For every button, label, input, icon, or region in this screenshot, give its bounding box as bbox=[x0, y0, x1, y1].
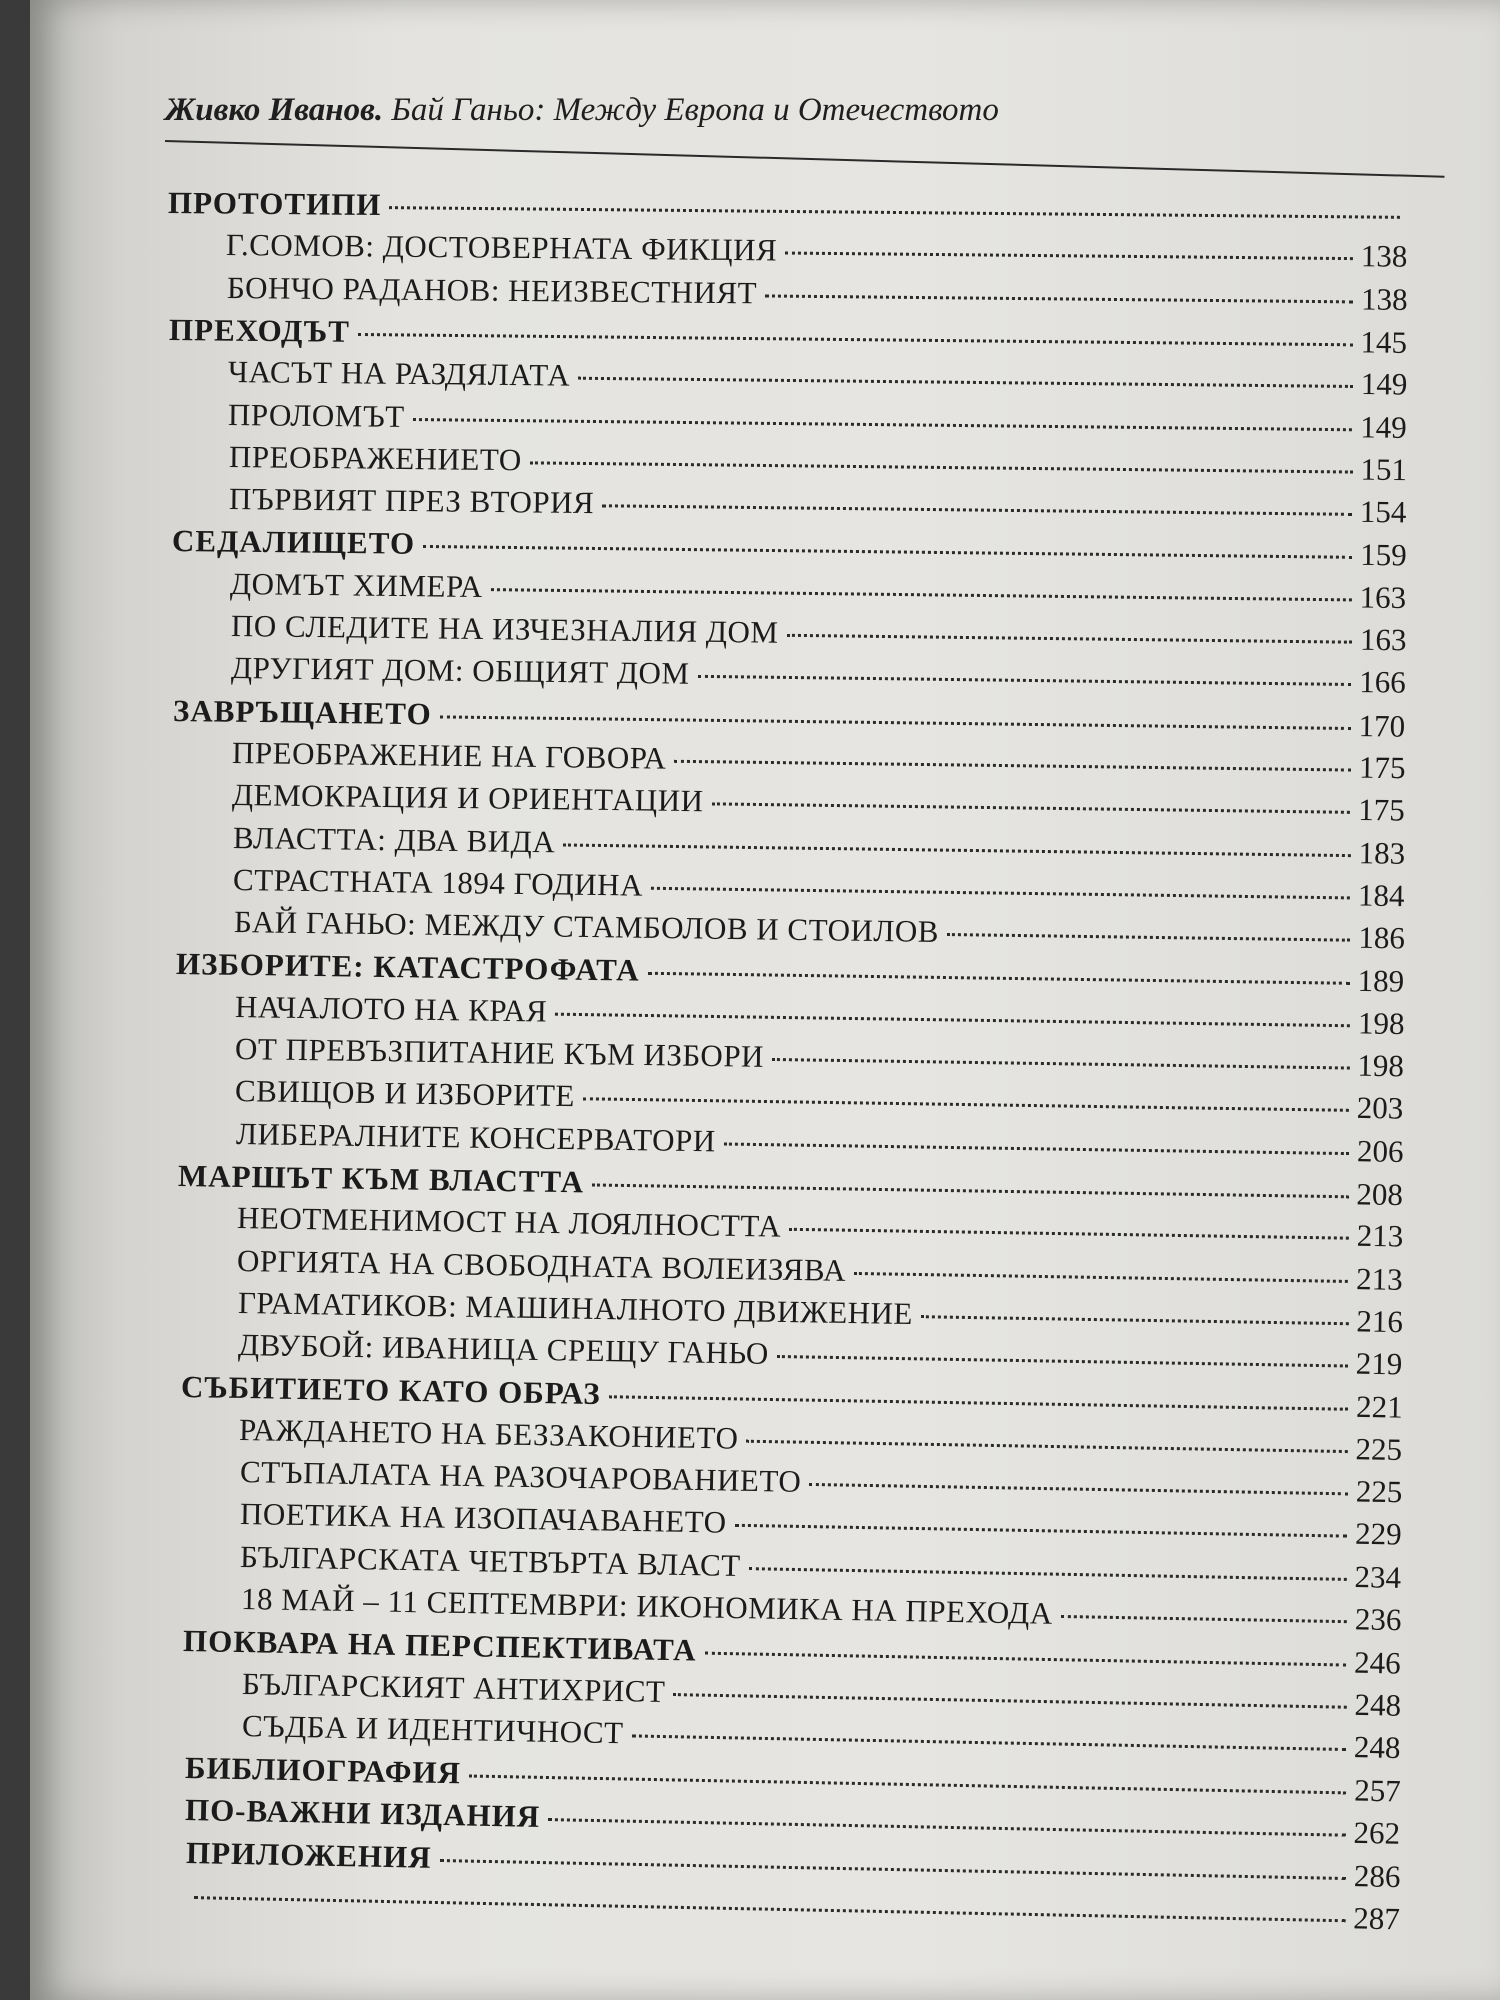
dot-leader bbox=[746, 1439, 1347, 1452]
toc-page-number: 216 bbox=[1355, 1303, 1403, 1339]
toc-entry-title: СЕДАЛИЩЕТО bbox=[171, 523, 415, 562]
toc-entry-title: ПРОЛОМЪТ bbox=[228, 396, 406, 434]
dot-leader bbox=[439, 1859, 1345, 1880]
dot-leader bbox=[440, 715, 1351, 730]
toc-entry-title: ИЗБОРИТЕ: КАТАСТРОФАТА bbox=[175, 946, 640, 989]
dot-leader bbox=[809, 1483, 1348, 1495]
toc-entry-title: СЪДБА И ИДЕНТИЧНОСТ bbox=[241, 1707, 625, 1751]
toc-entry-title: ПРЕОБРАЖЕНИЕ НА ГОВОРА bbox=[231, 734, 667, 776]
toc-entry-title: ДОМЪТ ХИМЕРА bbox=[229, 565, 483, 604]
toc-entry-title: ЛИБЕРАЛНИТЕ КОНСЕРВАТОРИ bbox=[235, 1115, 716, 1158]
dot-leader bbox=[697, 675, 1351, 686]
toc-entry-title: ПРИЛОЖЕНИЯ bbox=[185, 1834, 432, 1875]
toc-entry-title: БЪЛГАРСКАТА ЧЕТВЪРТА ВЛАСТ bbox=[240, 1538, 742, 1583]
dot-leader bbox=[602, 504, 1352, 516]
dot-leader bbox=[786, 634, 1351, 644]
toc-entry-title: СТЪПАЛАТА НА РАЗОЧАРОВАНИЕТО bbox=[239, 1454, 802, 1499]
toc-page-number: 198 bbox=[1357, 1047, 1405, 1084]
toc-entry-title: СВИЩОВ И ИЗБОРИТЕ bbox=[235, 1073, 576, 1114]
toc-entry-title: ПРОТОТИПИ bbox=[167, 185, 382, 223]
toc-page-number: 286 bbox=[1353, 1857, 1401, 1894]
dot-leader bbox=[358, 333, 1353, 346]
toc-entry-title: БОНЧО РАДАНОВ: НЕИЗВЕСТНИЯТ bbox=[226, 269, 758, 310]
dot-leader bbox=[608, 1396, 1348, 1412]
dot-leader bbox=[491, 588, 1352, 601]
dot-leader bbox=[592, 1183, 1349, 1198]
toc-page-number: 151 bbox=[1360, 451, 1407, 487]
dot-leader bbox=[578, 377, 1353, 388]
toc-page-number: 248 bbox=[1354, 1686, 1402, 1723]
dot-leader bbox=[734, 1524, 1347, 1538]
dot-leader bbox=[674, 760, 1351, 772]
dot-leader bbox=[423, 545, 1352, 559]
toc-page-number: 183 bbox=[1358, 834, 1406, 871]
toc-page-number: 159 bbox=[1359, 537, 1407, 573]
toc-entry-title: ПО СЛЕДИТЕ НА ИЗЧЕЗНАЛИЯ ДОМ bbox=[230, 608, 779, 650]
dot-leader bbox=[712, 803, 1351, 814]
toc-entry-title: ДЕМОКРАЦИЯ И ОРИЕНТАЦИИ bbox=[232, 777, 705, 819]
toc-page-number: 219 bbox=[1355, 1345, 1403, 1382]
dot-leader bbox=[789, 1228, 1349, 1240]
toc-entry-title: МАРШЪТ КЪМ ВЛАСТТА bbox=[178, 1157, 585, 1200]
toc-entry-title: ДРУГИЯТ ДОМ: ОБЩИЯТ ДОМ bbox=[230, 650, 690, 692]
toc-entry-title: 18 МАЙ – 11 СЕПТЕМВРИ: ИКОНОМИКА НА ПРЕХОДА bbox=[240, 1580, 1053, 1631]
toc-entry-title: ПОКВАРА НА ПЕРСПЕКТИВАТА bbox=[183, 1623, 698, 1668]
dot-leader bbox=[947, 933, 1350, 942]
dot-leader bbox=[583, 1098, 1349, 1113]
toc-page-number: 163 bbox=[1359, 579, 1407, 615]
toc-entry-title: Г.СОМОВ: ДОСТОВЕРНАТА ФИКЦИЯ bbox=[226, 227, 778, 268]
toc-entry-title: БИБЛИОГРАФИЯ bbox=[184, 1750, 461, 1791]
dot-leader bbox=[648, 972, 1350, 985]
toc-page-number: 184 bbox=[1357, 877, 1405, 913]
toc-page-number: 170 bbox=[1358, 707, 1406, 744]
toc-page-number: 149 bbox=[1360, 408, 1408, 445]
toc-page-number: 225 bbox=[1355, 1473, 1403, 1510]
toc-entry-title: РАЖДАНЕТО НА БЕЗЗАКОНИЕТО bbox=[238, 1411, 739, 1456]
toc-page-number: 246 bbox=[1354, 1644, 1402, 1681]
toc-entry-title: ЧАСЪТ НА РАЗДЯЛАТА bbox=[227, 354, 571, 393]
toc-entry-title: СТРАСТНАТА 1894 ГОДИНА bbox=[232, 861, 644, 903]
toc-entry-title: ПО-ВАЖНИ ИЗДАНИЯ bbox=[184, 1792, 541, 1835]
toc-entry-title: ПОЕТИКА НА ИЗОПАЧАВАНЕТО bbox=[239, 1496, 727, 1540]
toc-entry-title: ПЪРВИЯТ ПРЕЗ ВТОРИЯ bbox=[228, 481, 595, 521]
toc-entry-title: ПРЕОБРАЖЕНИЕТО bbox=[228, 438, 522, 478]
dot-leader bbox=[194, 1896, 1345, 1922]
dot-leader bbox=[529, 461, 1352, 473]
toc-page-number: 198 bbox=[1357, 1005, 1405, 1041]
dot-leader bbox=[563, 843, 1350, 857]
toc-page-number: 213 bbox=[1356, 1260, 1404, 1297]
toc-page-number: 262 bbox=[1353, 1815, 1401, 1852]
toc-page-number: 163 bbox=[1359, 621, 1407, 658]
toc-page-number: 138 bbox=[1361, 238, 1408, 274]
dot-leader bbox=[921, 1315, 1349, 1325]
toc-entry-title: СЪБИТИЕТО КАТО ОБРАЗ bbox=[180, 1369, 601, 1412]
dot-leader bbox=[765, 294, 1353, 303]
toc-page-number: 208 bbox=[1356, 1176, 1404, 1213]
toc-page-number: 175 bbox=[1358, 792, 1406, 828]
dot-leader bbox=[786, 252, 1354, 261]
dot-leader bbox=[705, 1652, 1347, 1667]
dot-leader bbox=[548, 1818, 1345, 1837]
toc-entry-title: ДВУБОЙ: ИВАНИЦА СРЕЩУ ГАНЬО bbox=[237, 1327, 770, 1371]
dot-leader bbox=[673, 1693, 1346, 1709]
dot-leader bbox=[854, 1271, 1348, 1282]
toc-page-number: 149 bbox=[1360, 366, 1408, 402]
dot-leader bbox=[772, 1058, 1349, 1070]
dot-leader bbox=[651, 887, 1350, 900]
dot-leader bbox=[724, 1142, 1349, 1155]
toc-page-number: 234 bbox=[1354, 1558, 1402, 1595]
toc-page-number: 138 bbox=[1360, 281, 1408, 317]
toc-entry-title: НАЧАЛОТО НА КРАЯ bbox=[234, 988, 548, 1029]
toc-entry-title: ОРГИЯТА НА СВОБОДНАТА ВОЛЕИЗЯВА bbox=[237, 1242, 847, 1288]
dot-leader bbox=[777, 1355, 1348, 1368]
toc-entry-title: ВЛАСТТА: ДВА ВИДА bbox=[232, 819, 556, 859]
toc-page-number: 145 bbox=[1360, 324, 1408, 360]
toc-page-number: 203 bbox=[1356, 1090, 1404, 1126]
toc-page-number: 175 bbox=[1358, 749, 1406, 786]
toc-page-number: 206 bbox=[1356, 1132, 1404, 1169]
toc-entry-title: БЪЛГАРСКИЯТ АНТИХРИСТ bbox=[241, 1665, 666, 1709]
toc-entry-title: БАЙ ГАНЬО: МЕЖДУ СТАМБОЛОВ И СТОИЛОВ bbox=[233, 904, 939, 949]
dot-leader bbox=[468, 1775, 1345, 1795]
toc-page-number: 221 bbox=[1355, 1389, 1403, 1426]
dot-leader bbox=[413, 418, 1353, 431]
toc-entry-title: НЕОТМЕНИМОСТ НА ЛОЯЛНОСТТА bbox=[236, 1200, 782, 1244]
dot-leader bbox=[1060, 1615, 1346, 1623]
toc-page-number: 229 bbox=[1354, 1516, 1402, 1552]
toc-entry-title: ГРАМАТИКОВ: МАШИНАЛНОТО ДВИЖЕНИЕ bbox=[237, 1284, 913, 1331]
toc-page-number: 154 bbox=[1359, 494, 1407, 530]
toc-page-number: 189 bbox=[1357, 963, 1405, 999]
toc-entry-title: ОТ ПРЕВЪЗПИТАНИЕ КЪМ ИЗБОРИ bbox=[234, 1031, 765, 1074]
toc-page-number: 166 bbox=[1359, 664, 1406, 700]
toc-page-number: 287 bbox=[1352, 1900, 1401, 1937]
toc-page-number: 213 bbox=[1356, 1217, 1404, 1254]
toc-page-number: 236 bbox=[1354, 1601, 1402, 1638]
running-head-author: Живко Иванов. bbox=[165, 92, 384, 128]
dot-leader bbox=[749, 1567, 1347, 1581]
toc-page-number: 257 bbox=[1353, 1772, 1401, 1809]
toc-page-number: 186 bbox=[1357, 919, 1405, 956]
toc-page-number: 225 bbox=[1355, 1430, 1403, 1467]
toc-entry-title: ПРЕХОДЪТ bbox=[169, 311, 351, 349]
toc-page-number: 248 bbox=[1353, 1728, 1401, 1765]
dot-leader bbox=[555, 1012, 1350, 1027]
dot-leader bbox=[389, 206, 1400, 219]
dot-leader bbox=[632, 1734, 1346, 1751]
toc-entry-title: ЗАВРЪЩАНЕТО bbox=[173, 692, 433, 731]
running-head-title: Бай Ганьо: Между Европа и Отечеството bbox=[391, 92, 999, 128]
